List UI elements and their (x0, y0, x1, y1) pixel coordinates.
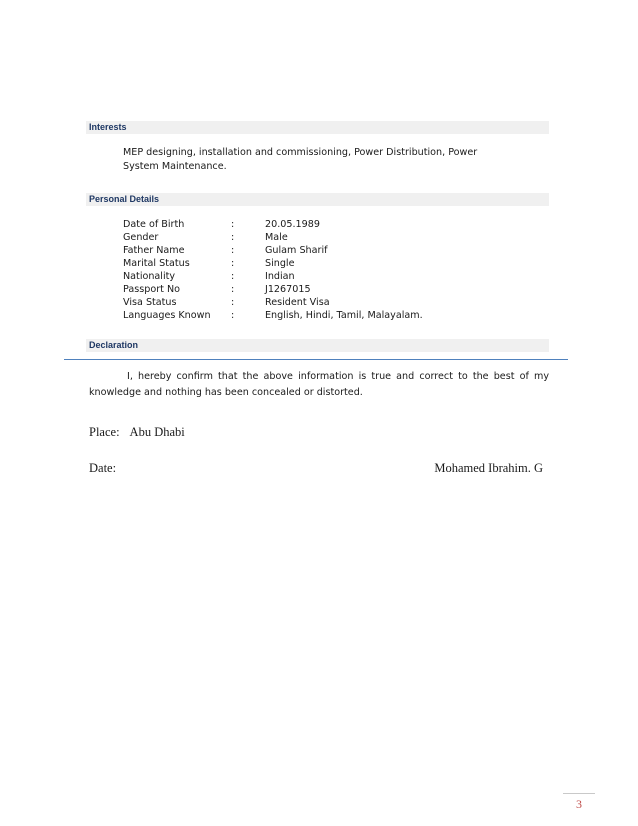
detail-colon: : (231, 310, 235, 321)
detail-colon: : (231, 271, 235, 282)
declaration-text: I, hereby confirm that the above information is true and correct to the best of my knowledge and nothing has been concealed or distorted. (89, 371, 549, 398)
detail-label: Nationality (123, 271, 176, 282)
detail-label: Visa Status (123, 297, 177, 308)
date-label: Date: (89, 461, 117, 475)
detail-colon: : (231, 219, 235, 230)
detail-row (123, 231, 423, 244)
detail-value: Gulam Sharif (265, 245, 328, 256)
section-divider (64, 359, 568, 360)
detail-row (123, 309, 423, 322)
detail-value: Resident Visa (265, 297, 330, 308)
detail-label: Gender (123, 232, 159, 243)
detail-colon: : (231, 232, 235, 243)
detail-label: Languages Known (123, 310, 211, 321)
interests-text: MEP designing, installation and commissioning, Power Distribution, Power System Maintenance. (123, 147, 478, 172)
detail-value: Indian (265, 271, 295, 282)
detail-row (123, 283, 423, 296)
detail-value: 20.05.1989 (265, 219, 320, 230)
detail-row (123, 218, 423, 231)
page-number-rule (563, 793, 595, 794)
place-value: Abu Dhabi (129, 425, 185, 439)
detail-value: Single (265, 258, 295, 269)
detail-value: J1267015 (265, 284, 311, 295)
detail-colon: : (231, 297, 235, 308)
detail-label: Date of Birth (123, 219, 185, 230)
detail-row (123, 270, 423, 283)
detail-label: Passport No (123, 284, 180, 295)
detail-row (123, 257, 423, 270)
detail-colon: : (231, 258, 235, 269)
detail-colon: : (231, 284, 235, 295)
place-label: Place: (89, 425, 120, 439)
detail-label: Father Name (123, 245, 185, 256)
detail-colon: : (231, 245, 235, 256)
page-number: 3 (576, 797, 582, 811)
interests-heading: Interests (86, 121, 549, 134)
place-line (89, 425, 185, 440)
detail-value: English, Hindi, Tamil, Malayalam. (265, 310, 423, 321)
detail-label: Marital Status (123, 258, 190, 269)
signer-name: Mohamed Ibrahim. G (434, 461, 543, 475)
detail-value: Male (265, 232, 288, 243)
detail-row (123, 244, 423, 257)
declaration-heading: Declaration (86, 339, 549, 352)
personal-details-table (123, 218, 423, 322)
personal-details-heading: Personal Details (86, 193, 549, 206)
detail-row (123, 296, 423, 309)
